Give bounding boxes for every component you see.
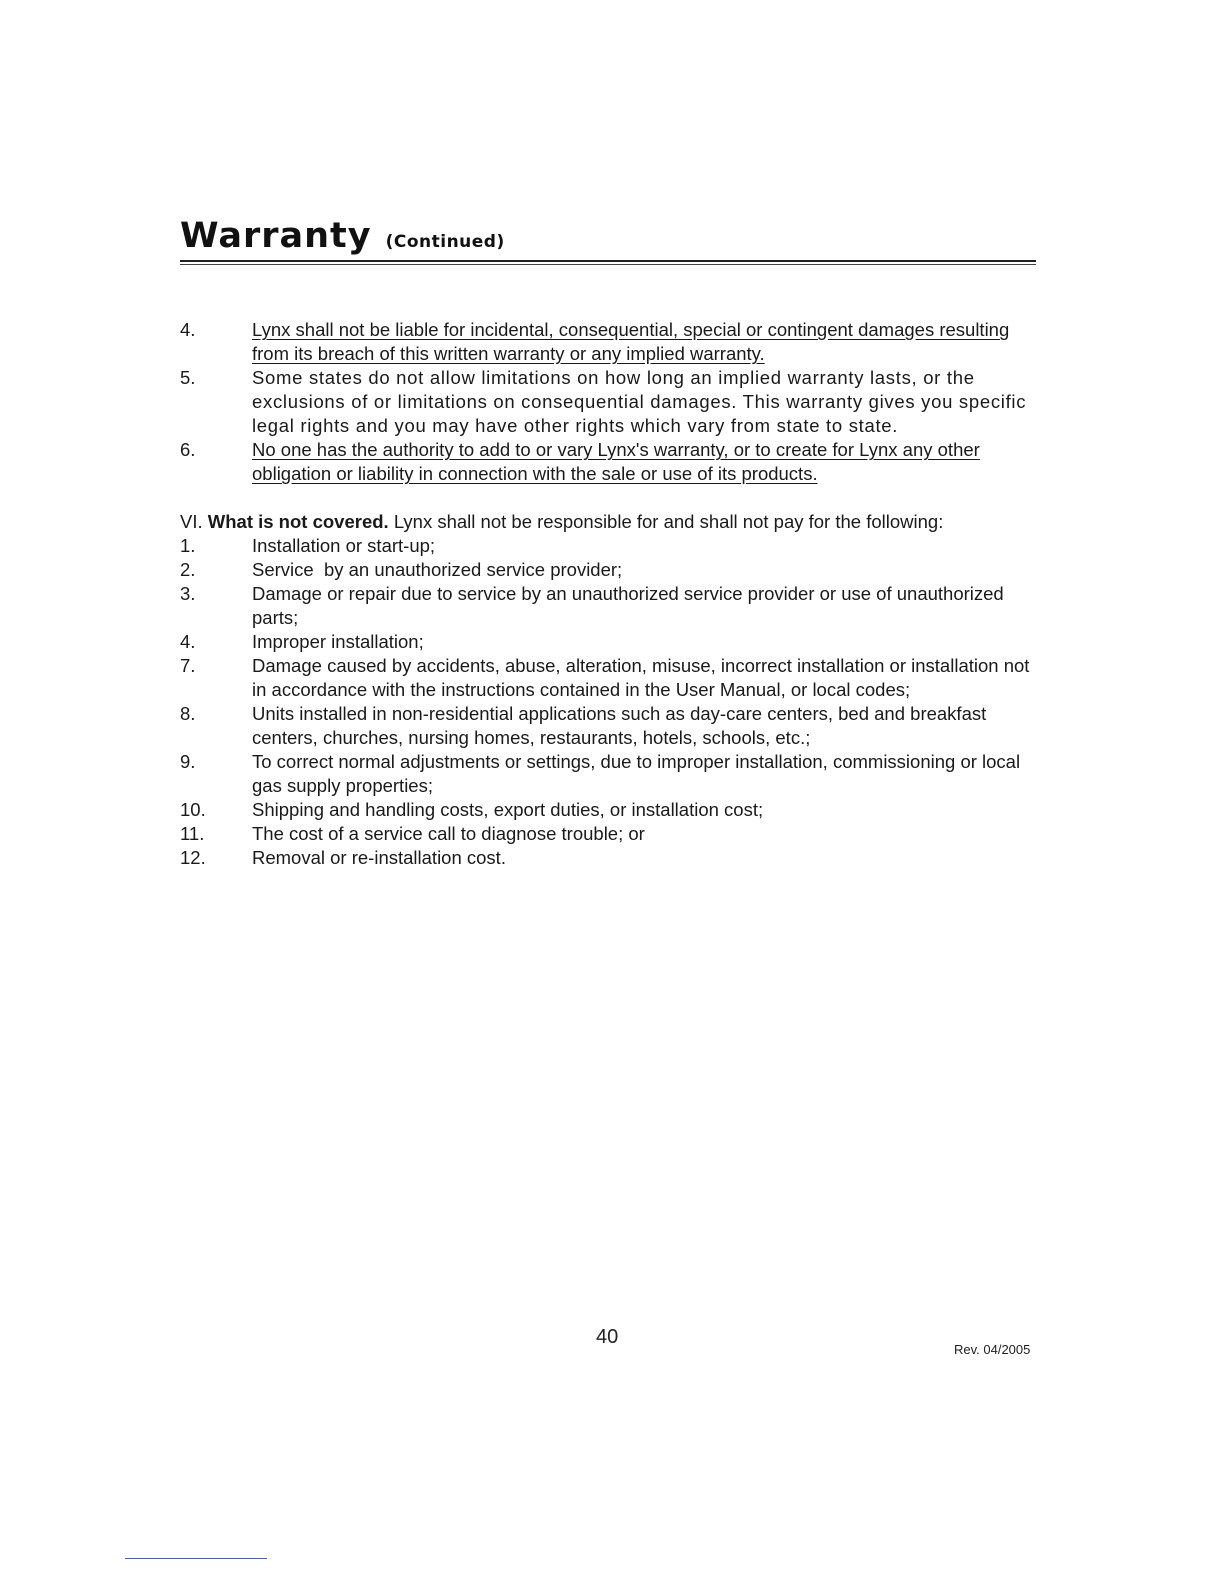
list-item <box>180 438 1040 486</box>
list-item <box>180 630 1040 654</box>
list-item <box>180 558 1040 582</box>
page-subtitle: (Continued) <box>385 232 505 252</box>
item-text: Damage caused by accidents, abuse, alteration, misuse, incorrect installation or installation not in accordance with the instructions contained in the User Manual, or local codes; <box>252 655 1030 700</box>
item-text: Some states do not allow limitations on how long an implied warranty lasts, or the exclusions of or limitations on consequential damages. This warranty gives you specific legal rights and you may have other rights which vary from state to state. <box>252 367 1027 436</box>
page-title: Warranty <box>180 216 372 256</box>
spacer <box>180 486 1040 510</box>
list-item <box>180 750 1040 798</box>
item-text: Installation or start-up; <box>252 535 436 556</box>
item-number: 2. <box>180 559 196 580</box>
list-item <box>180 366 1040 438</box>
item-text: To correct normal adjustments or settings, due to improper installation, commissioning or local gas supply properties; <box>252 751 1021 796</box>
page-number: 40 <box>596 1326 619 1348</box>
item-number: 3. <box>180 583 196 604</box>
item-number: 4. <box>180 319 196 340</box>
list-item <box>180 822 1040 846</box>
item-number: 10. <box>180 799 206 820</box>
header-divider <box>180 260 1036 265</box>
section-heading <box>180 510 1040 534</box>
list-item <box>180 654 1040 702</box>
item-text: Lynx shall not be liable for incidental, consequential, special or contingent damages resulting from its breach of this written warranty or any implied warranty. <box>252 319 1010 364</box>
item-number: 12. <box>180 847 206 868</box>
item-number: 5. <box>180 367 196 388</box>
item-number: 6. <box>180 439 196 460</box>
item-number: 1. <box>180 535 196 556</box>
item-text: Removal or re-installation cost. <box>252 847 506 868</box>
item-text: Improper installation; <box>252 631 424 652</box>
title-row <box>180 216 1036 256</box>
item-text: The cost of a service call to diagnose trouble; or <box>252 823 645 844</box>
item-number: 4. <box>180 631 196 652</box>
item-text: Damage or repair due to service by an unauthorized service provider or use of unauthorized parts; <box>252 583 1004 628</box>
item-number: 11. <box>180 823 205 844</box>
footer-rule <box>125 1558 267 1559</box>
list-item <box>180 846 1040 870</box>
item-number: 9. <box>180 751 196 772</box>
document-body <box>180 318 1040 870</box>
section-prefix: VI. <box>180 511 203 532</box>
list-item <box>180 582 1040 630</box>
item-text: Shipping and handling costs, export duties, or installation cost; <box>252 799 764 820</box>
list-item <box>180 534 1040 558</box>
section-title: What is not covered. <box>207 511 389 532</box>
item-text: Units installed in non-residential applications such as day-care centers, bed and breakfast centers, churches, nursing homes, restaurants, hotels, schools, etc.; <box>252 703 987 748</box>
page-header <box>180 216 1036 265</box>
section-intro: Lynx shall not be responsible for and shall not pay for the following: <box>393 511 944 532</box>
item-text: No one has the authority to add to or vary Lynx's warranty, or to create for Lynx any other obligation or liability in connection with the sale or use of its products. <box>252 439 980 484</box>
item-number: 8. <box>180 703 196 724</box>
revision-label: Rev. 04/2005 <box>954 1342 1031 1357</box>
list-item <box>180 702 1040 750</box>
item-number: 7. <box>180 655 196 676</box>
list-item <box>180 798 1040 822</box>
item-text: Service by an unauthorized service provider; <box>252 559 623 580</box>
list-item <box>180 318 1040 366</box>
